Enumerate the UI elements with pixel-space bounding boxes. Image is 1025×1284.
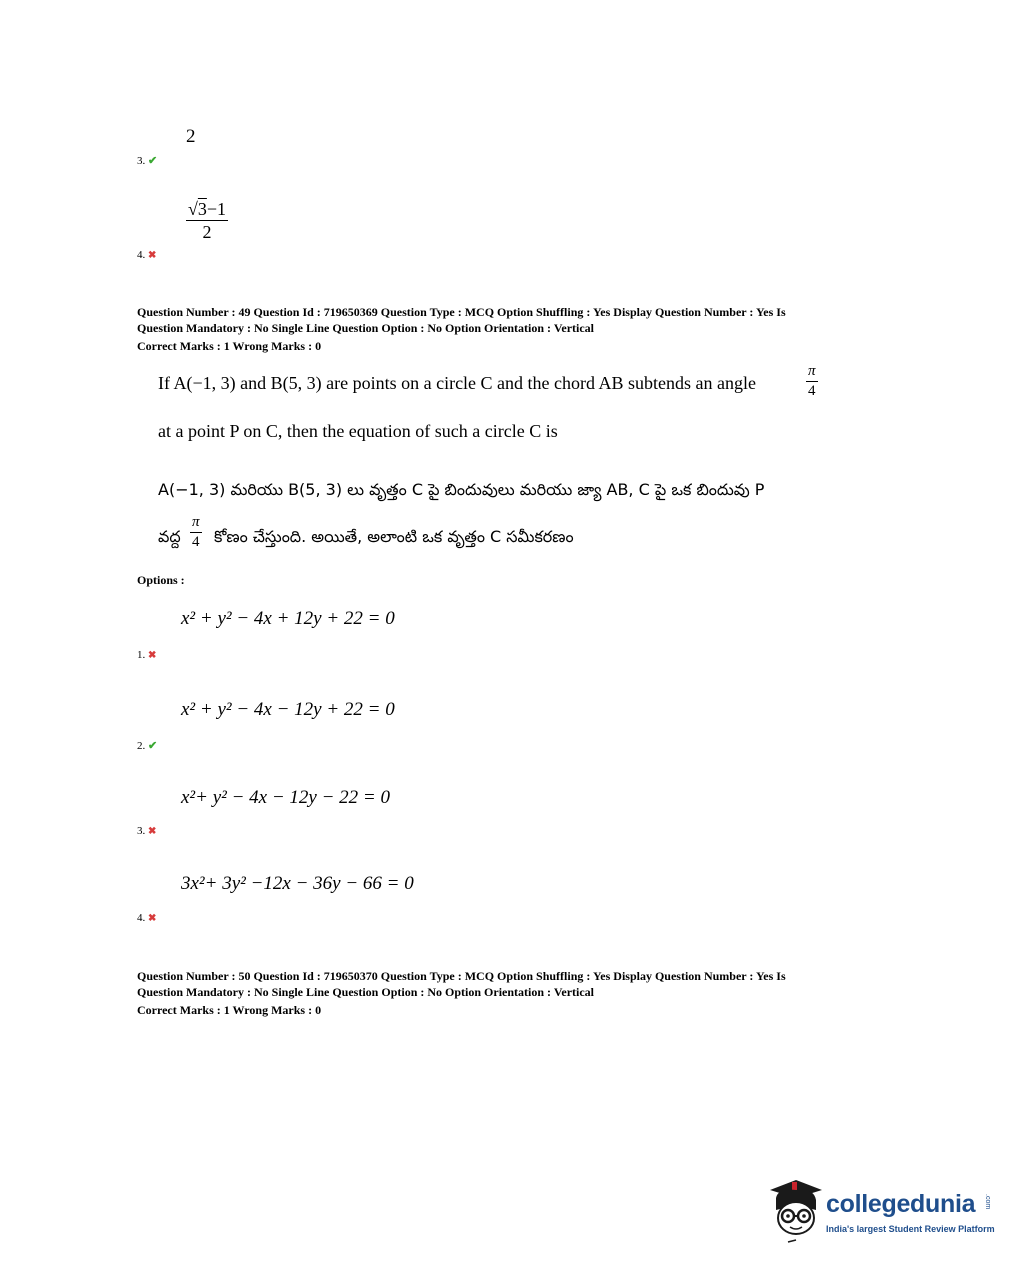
- option1-expression: x² + y² − 4x + 12y + 22 = 0: [181, 608, 395, 629]
- brand-tagline: India's largest Student Review Platform: [826, 1224, 995, 1234]
- option-number: 4.: [137, 249, 146, 261]
- prev-option4-fraction: [186, 200, 228, 241]
- wrong-cross-icon: ✖: [148, 650, 157, 661]
- correct-check-icon: ✔: [148, 155, 158, 167]
- option3-expression: x²+ y² − 4x − 12y − 22 = 0: [181, 787, 390, 808]
- q49-telugu-angle-fraction: [190, 515, 202, 550]
- q49-english-line2: at a point P on C, then the equation of such a circle C is: [158, 421, 558, 441]
- q49-telugu-line2-start: వద్ద: [158, 527, 181, 546]
- option2-label: [137, 739, 157, 752]
- q49-telugu-line2-end: కోణం చేస్తుంది. అయితే, అలాంటి ఒక వృత్తం C సమీకరణం: [214, 527, 574, 546]
- pi-symbol: π: [806, 364, 818, 382]
- q49-marks: Correct Marks : 1 Wrong Marks : 0: [137, 339, 322, 353]
- q49-angle-fraction: [806, 364, 818, 399]
- q50-meta-line2: Question Mandatory : No Single Line Question Option : No Option Orientation : Vertical: [137, 985, 595, 999]
- q50-marks: Correct Marks : 1 Wrong Marks : 0: [137, 1003, 322, 1017]
- q49-telugu-line1: A(−1, 3) మరియు B(5, 3) లు వృత్తం C పై బిందువులు మరియు జ్యా AB, C పై ఒక బిందువు P: [158, 480, 765, 499]
- wrong-cross-icon: ✖: [148, 826, 157, 837]
- fraction-denominator: 4: [808, 383, 816, 399]
- q49-meta-line1: Question Number : 49 Question Id : 719650369 Question Type : MCQ Option Shuffling : Yes Display Question Number : Yes Is: [137, 305, 786, 319]
- q50-meta-line1: Question Number : 50 Question Id : 719650370 Question Type : MCQ Option Shuffling : Yes Display Question Number : Yes Is: [137, 969, 786, 983]
- option3-label: [137, 825, 156, 837]
- pi-symbol: π: [190, 515, 202, 533]
- sqrt-radicand: 3: [197, 199, 207, 219]
- wrong-cross-icon: ✖: [148, 250, 157, 261]
- collegedunia-logo: [766, 1176, 996, 1246]
- q49-meta-line2: Question Mandatory : No Single Line Question Option : No Option Orientation : Vertical: [137, 321, 595, 335]
- q49-english-line1: If A(−1, 3) and B(5, 3) are points on a circle C and the chord AB subtends an angle: [158, 373, 756, 393]
- prev-option3-label: [137, 154, 157, 167]
- option4-expression: 3x²+ 3y² −12x − 36y − 66 = 0: [181, 873, 414, 894]
- brand-name: collegedunia: [826, 1190, 976, 1218]
- correct-check-icon: ✔: [148, 740, 158, 752]
- prev-option3-value: 2: [186, 126, 196, 147]
- sqrt-sign: √: [188, 199, 198, 219]
- options-label: Options :: [137, 573, 185, 587]
- denominator: 2: [202, 222, 212, 242]
- option-number: 2.: [137, 740, 146, 752]
- option-number: 1.: [137, 649, 146, 661]
- prev-option4-label: [137, 249, 156, 261]
- mascot-icon: [766, 1176, 826, 1246]
- wrong-cross-icon: ✖: [148, 913, 157, 924]
- q50-meta: [137, 968, 877, 1018]
- numerator-rest: −1: [206, 199, 227, 219]
- q49-meta: [137, 304, 877, 354]
- option-number: 3.: [137, 825, 146, 837]
- brand-dotcom: .com: [984, 1194, 991, 1210]
- option4-label: [137, 912, 156, 924]
- option2-expression: x² + y² − 4x − 12y + 22 = 0: [181, 699, 395, 720]
- fraction-denominator: 4: [192, 534, 200, 550]
- option-number: 3.: [137, 155, 146, 167]
- option-number: 4.: [137, 912, 146, 924]
- option1-label: [137, 649, 156, 661]
